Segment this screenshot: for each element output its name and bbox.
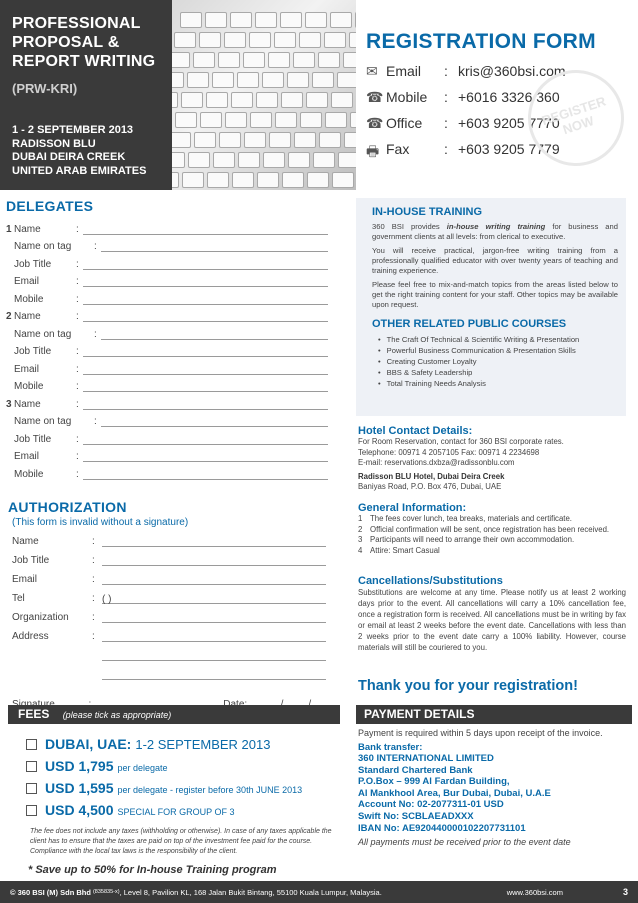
authorization-section xyxy=(8,499,336,710)
keyboard-key xyxy=(172,92,178,108)
inhouse-paragraph: You will receive practical, jargon-free writing training from a professionally qualified educator with over twenty years of teaching and training experience. xyxy=(372,246,618,275)
colon: : xyxy=(76,346,79,357)
keyboard-key xyxy=(218,52,240,68)
related-course-item: • The Craft Of Technical & Scientific Writing & Presentation xyxy=(378,334,618,345)
keyboard-key xyxy=(300,112,322,128)
delegate-field-row xyxy=(6,392,336,410)
related-course-item: • Powerful Business Communication & Presentation Skills xyxy=(378,345,618,356)
delegate-field-row xyxy=(6,305,336,323)
bank-detail-line: P.O.Box – 999 Al Fardan Building, xyxy=(358,776,510,788)
inhouse-title: IN-HOUSE TRAINING xyxy=(372,206,482,218)
delegate-field-label: Name xyxy=(14,311,41,322)
keyboard-key xyxy=(243,52,265,68)
form-title: REGISTRATION FORM xyxy=(366,30,596,53)
fee-checkbox[interactable] xyxy=(26,739,37,750)
keyboard-key xyxy=(274,32,296,48)
fee-description: per delegate xyxy=(117,763,168,773)
event-venue: RADISSON BLU xyxy=(12,137,96,150)
keyboard-key xyxy=(324,32,346,48)
cancellations-title: Cancellations/Substitutions xyxy=(358,575,503,587)
fee-option-location xyxy=(26,736,340,752)
keyboard-key xyxy=(180,12,202,28)
colon: : xyxy=(76,433,79,445)
keyboard-key xyxy=(280,12,302,28)
colon: : xyxy=(76,398,79,410)
authorization-field-label: Job Title xyxy=(12,555,50,566)
keyboard-key xyxy=(249,32,271,48)
keyboard-key xyxy=(275,112,297,128)
fee-option xyxy=(26,780,340,796)
bank-detail-line: Swift No: SCBLAEADXXX xyxy=(358,810,474,822)
fees-title: FEES xyxy=(18,707,50,721)
authorization-field-row xyxy=(12,604,336,623)
general-info-item xyxy=(358,525,626,536)
footer-registration: (835835-x) xyxy=(92,889,120,895)
inhouse-paragraph: Please feel free to mix-and-match topics from the areas listed below to get the right training content for your staff. Other topics may be available upon request. xyxy=(372,280,618,309)
fee-option-title: DUBAI, UAE: xyxy=(45,736,132,752)
bank-transfer-label: Bank transfer: xyxy=(358,742,423,753)
keyboard-key xyxy=(181,92,203,108)
page-number: 3 xyxy=(622,887,628,897)
contact-label: Office xyxy=(386,115,423,131)
address-line-2 xyxy=(12,642,336,661)
delegate-input-line[interactable] xyxy=(101,418,328,427)
authorization-field-label: Organization xyxy=(12,612,69,623)
delegate-field-label: Email xyxy=(14,451,40,462)
delegate-input-line[interactable] xyxy=(83,383,328,392)
colon: : xyxy=(76,223,79,235)
payment-section xyxy=(358,728,630,847)
delegate-input-line[interactable] xyxy=(83,471,328,480)
payment-intro: Payment is required within 5 days upon receipt of the invoice. xyxy=(358,728,603,738)
colon: : xyxy=(92,555,95,566)
delegate-field-row xyxy=(6,445,336,463)
hotel-section xyxy=(358,425,626,493)
keyboard-key xyxy=(205,12,227,28)
bank-detail-line: Al Mankhool Area, Bur Dubai, Dubai, U.A.E xyxy=(358,787,551,799)
delegate-field-row xyxy=(6,252,336,270)
delegate-input-line[interactable] xyxy=(83,453,328,462)
related-course-item: • Creating Customer Loyalty xyxy=(378,356,618,367)
keyboard-key xyxy=(332,172,354,188)
footer-company: © 360 BSI (M) Sdn Bhd xyxy=(10,887,91,897)
delegate-number: 3 xyxy=(6,398,12,410)
delegate-input-line[interactable] xyxy=(83,348,328,357)
keyboard-key xyxy=(307,172,329,188)
authorization-input-line[interactable] xyxy=(102,613,326,623)
delegate-field-row xyxy=(6,462,336,480)
keyboard-key xyxy=(172,52,190,68)
authorization-input-line[interactable] xyxy=(102,632,326,642)
authorization-note: (This form is invalid without a signature) xyxy=(12,517,189,528)
colon: : xyxy=(92,593,95,604)
colon: : xyxy=(444,89,448,105)
fee-option xyxy=(26,758,340,774)
delegates-title: DELEGATES xyxy=(6,198,94,214)
hotel-name: Radisson BLU Hotel, Dubai Deira Creek xyxy=(358,471,505,481)
related-course-item: • BBS & Safety Leadership xyxy=(378,367,618,378)
delegate-input-line[interactable] xyxy=(83,366,328,375)
keyboard-key xyxy=(172,172,179,188)
related-course-item: • Total Training Needs Analysis xyxy=(378,378,618,389)
delegate-input-line[interactable] xyxy=(83,401,328,410)
keyboard-key xyxy=(343,52,356,68)
fees-header xyxy=(8,705,340,724)
delegates-section xyxy=(6,198,336,480)
registration-header xyxy=(356,0,638,190)
authorization-field-row xyxy=(12,547,336,566)
inhouse-text: 360 BSI provides xyxy=(372,222,447,231)
keyboard-key xyxy=(175,112,197,128)
contact-label: Fax xyxy=(386,141,410,157)
bank-detail-line: Standard Chartered Bank xyxy=(358,764,473,776)
bank-detail-line: IBAN No: AE920440000102207731101 xyxy=(358,822,526,834)
delegate-input-line[interactable] xyxy=(83,296,328,305)
contact-value[interactable]: +6016 3326 360 xyxy=(458,89,560,105)
authorization-field-row xyxy=(12,585,336,604)
inhouse-text: for business and government clients at all levels: from clerical to executive. xyxy=(372,222,618,241)
contact-value[interactable]: kris@360bsi.com xyxy=(458,63,566,79)
event-country: UNITED ARAB EMIRATES xyxy=(12,164,147,177)
keyboard-key xyxy=(257,172,279,188)
keyboard-key xyxy=(255,12,277,28)
delegate-field-label: Job Title xyxy=(14,346,52,357)
keyboard-key xyxy=(319,132,341,148)
authorization-field-label: Email xyxy=(12,574,38,585)
colon: : xyxy=(76,293,79,305)
authorization-field-row xyxy=(12,623,336,642)
bank-detail-line: Account No: 02-2077311-01 USD xyxy=(358,799,504,811)
fee-amount: USD 1,595 xyxy=(45,780,114,796)
keyboard-key xyxy=(281,92,303,108)
inhouse-emphasis: in-house writing training xyxy=(446,222,546,231)
keyboard-key xyxy=(224,32,246,48)
item-number: 2 xyxy=(358,524,363,534)
page-footer xyxy=(0,881,638,903)
general-info-item xyxy=(358,535,626,546)
keyboard-key xyxy=(172,72,184,88)
keyboard-key xyxy=(325,112,347,128)
keyboard-key xyxy=(263,152,285,168)
delegate-field-label: Mobile xyxy=(14,468,44,480)
fee-checkbox[interactable] xyxy=(26,805,37,816)
keyboard-key xyxy=(344,132,356,148)
authorization-input-line[interactable] xyxy=(102,537,326,547)
delegate-input-line[interactable] xyxy=(101,243,328,252)
delegate-input-line[interactable] xyxy=(83,261,328,270)
item-number: 3 xyxy=(358,535,363,544)
keyboard-key xyxy=(262,72,284,88)
payment-header: PAYMENT DETAILS xyxy=(356,705,632,724)
keyboard-key xyxy=(256,92,278,108)
keyboard-key xyxy=(187,72,209,88)
colon: : xyxy=(76,258,79,270)
item-number: 1 xyxy=(358,514,363,523)
envelope-icon: ✉ xyxy=(366,63,378,79)
course-header xyxy=(0,0,172,190)
colon: : xyxy=(444,115,448,131)
authorization-field-label: Tel xyxy=(12,593,25,604)
keyboard-key xyxy=(199,32,221,48)
keyboard-key xyxy=(244,132,266,148)
colon: : xyxy=(76,363,79,375)
delegate-field-label: Name on tag xyxy=(14,416,72,427)
delegate-field-row xyxy=(6,375,336,393)
colon: : xyxy=(94,328,97,340)
keyboard-key xyxy=(182,172,204,188)
delegate-field-label: Name xyxy=(14,398,41,410)
course-title-line: PROPOSAL & xyxy=(12,34,120,51)
colon: : xyxy=(76,381,79,392)
course-title xyxy=(12,14,160,71)
fax-icon: 🖶 xyxy=(366,143,380,159)
keyboard-key xyxy=(174,32,196,48)
contact-label: Mobile xyxy=(386,89,428,105)
item-text: Attire: Smart Casual xyxy=(370,545,440,555)
item-text: Participants will need to arrange their own accommodation. xyxy=(370,535,575,544)
delegate-field-label: Email xyxy=(14,276,40,287)
keyboard-key xyxy=(269,132,291,148)
keyboard-key xyxy=(230,12,252,28)
keyboard-key xyxy=(282,172,304,188)
keyboard-key xyxy=(288,152,310,168)
keyboard-key xyxy=(212,72,234,88)
inhouse-paragraph xyxy=(372,222,618,242)
colon: : xyxy=(94,416,97,427)
authorization-input-line[interactable] xyxy=(102,594,326,604)
colon: : xyxy=(92,612,95,623)
keyboard-key xyxy=(330,12,352,28)
keyboard-key xyxy=(331,92,353,108)
delegate-field-label: Mobile xyxy=(14,381,44,392)
fee-amount: USD 4,500 xyxy=(45,802,114,818)
delegate-field-label: Name xyxy=(14,223,41,235)
keyboard-photo xyxy=(172,0,356,190)
authorization-field-label: Address xyxy=(12,631,49,642)
keyboard-key xyxy=(232,172,254,188)
contact-value[interactable]: +603 9205 7770 xyxy=(458,115,560,131)
fee-option-date: 1-2 SEPTEMBER 2013 xyxy=(135,737,271,752)
keyboard-key xyxy=(337,72,356,88)
hotel-title: Hotel Contact Details: xyxy=(358,425,473,437)
bank-details xyxy=(358,753,630,834)
colon: : xyxy=(76,276,79,287)
keyboard-key xyxy=(193,52,215,68)
delegate-field-row xyxy=(6,235,336,253)
authorization-field-row xyxy=(12,566,336,585)
colon: : xyxy=(444,141,448,157)
keyboard-key xyxy=(219,132,241,148)
fees-hint: (please tick as appropriate) xyxy=(62,710,172,720)
colon: : xyxy=(94,241,97,252)
keyboard-key xyxy=(293,52,315,68)
delegate-field-row xyxy=(6,340,336,358)
course-title-line: REPORT WRITING xyxy=(12,53,156,70)
colon: : xyxy=(76,451,79,462)
delegate-number: 1 xyxy=(6,223,12,235)
footer-website[interactable]: www.360bsi.com xyxy=(506,887,563,897)
address-line-3 xyxy=(12,661,336,680)
fee-option xyxy=(26,802,340,818)
keyboard-key xyxy=(238,152,260,168)
authorization-title: AUTHORIZATION xyxy=(8,499,127,515)
course-title-line: PROFESSIONAL xyxy=(12,15,141,32)
keyboard-key xyxy=(250,112,272,128)
hotel-line: E-mail: reservations.dxbza@radissonblu.com xyxy=(358,458,515,467)
keyboard-key xyxy=(172,132,191,148)
keyboard-key xyxy=(172,152,185,168)
item-text: The fees cover lunch, tea breaks, materials and certificate. xyxy=(370,514,572,523)
event-details xyxy=(12,124,160,178)
delegate-input-line[interactable] xyxy=(83,436,328,445)
thank-you-message: Thank you for your registration! xyxy=(358,678,578,694)
keyboard-key xyxy=(318,52,340,68)
colon: : xyxy=(76,311,79,322)
item-number: 4 xyxy=(358,545,363,555)
hotel-line: Telephone: 00971 4 2057105 Fax: 00971 4 2234698 xyxy=(358,447,540,457)
keyboard-key xyxy=(338,152,356,168)
keyboard-key xyxy=(231,92,253,108)
event-date: 1 - 2 SEPTEMBER 2013 xyxy=(12,124,134,136)
delegate-input-line[interactable] xyxy=(83,278,328,287)
authorization-field-label: Name xyxy=(12,536,39,547)
payment-deadline-note: All payments must be received prior to the event date xyxy=(358,837,571,848)
delegate-field-label: Name on tag xyxy=(14,241,72,252)
delegate-field-row xyxy=(6,410,336,428)
related-courses-list xyxy=(378,334,618,389)
hotel-line: For Room Reservation, contact for 360 BSI corporate rates. xyxy=(358,437,564,446)
tax-note: The fee does not include any taxes (withholding or otherwise). In case of any taxes applicable the client has to ensure that the taxes are paid on top of the investment fee paid for the course. Compliance with the local tax laws is the responsibility of the client. xyxy=(30,828,332,855)
fee-description: SPECIAL FOR GROUP OF 3 xyxy=(117,807,235,817)
delegate-field-row xyxy=(6,287,336,305)
authorization-field-row xyxy=(12,528,336,547)
delegate-field-row xyxy=(6,427,336,445)
keyboard-key xyxy=(349,32,356,48)
footer-address: , Level 8, Pavilion KL, 168 Jalan Bukit Bintang, 55100 Kuala Lumpur, Malaysia. xyxy=(119,887,382,897)
delegate-number: 2 xyxy=(6,311,12,322)
cancellations-text: Substitutions are welcome at any time. Please notify us at least 2 working days prior to the event. All cancellations will carry a 10% cancellation fee, once a registration form is received. All cancellations must be in writing by fax or email at least 2 weeks before the event date. Cancellations with less than 2 weeks prior to the event date carry a 100% liability. However, course materials will still be couriered to you. xyxy=(358,588,626,652)
fee-options xyxy=(26,730,340,818)
delegate-field-row xyxy=(6,357,336,375)
delegate-input-line[interactable] xyxy=(83,313,328,322)
keyboard-key xyxy=(200,112,222,128)
general-info-item xyxy=(358,514,626,525)
keyboard-key xyxy=(313,152,335,168)
delegate-field-label: Name on tag xyxy=(14,328,72,340)
related-courses-title: OTHER RELATED PUBLIC COURSES xyxy=(372,318,567,330)
colon: : xyxy=(92,574,95,585)
general-info-list xyxy=(358,514,626,556)
inhouse-training-box xyxy=(356,198,626,416)
keyboard-key xyxy=(194,132,216,148)
delegate-input-line[interactable] xyxy=(83,226,328,235)
delegate-field-label: Email xyxy=(14,363,40,375)
phone-icon: ☎ xyxy=(366,89,384,105)
keyboard-key xyxy=(287,72,309,88)
phone-icon: ☎ xyxy=(366,115,384,131)
event-venue-location: DUBAI DEIRA CREEK xyxy=(12,151,126,163)
item-text: Official confirmation will be sent, once registration has been received. xyxy=(370,524,610,534)
hotel-address: Baniyas Road, P.O. Box 476, Dubai, UAE xyxy=(358,482,502,491)
keyboard-key xyxy=(213,152,235,168)
colon: : xyxy=(444,63,448,79)
delegate-field-label: Job Title xyxy=(14,258,52,270)
general-info-section xyxy=(358,502,626,556)
address-field[interactable] xyxy=(102,670,326,680)
bank-detail-line: 360 INTERNATIONAL LIMITED xyxy=(358,753,494,764)
authorization-input-line[interactable] xyxy=(102,575,326,585)
colon: : xyxy=(76,468,79,480)
authorization-input-line[interactable] xyxy=(102,556,326,566)
fee-description: per delegate - register before 30th JUNE 2013 xyxy=(117,785,303,795)
general-info-title: General Information: xyxy=(358,502,467,514)
register-now-stamp: REGISTER NOW xyxy=(516,58,637,179)
keyboard-key xyxy=(188,152,210,168)
colon: : xyxy=(92,536,95,547)
delegate-field-label: Mobile xyxy=(14,293,44,305)
colon: : xyxy=(92,631,95,642)
inhouse-savings-note: * Save up to 50% for In-house Training program xyxy=(28,864,277,876)
contact-label: Email xyxy=(386,63,422,79)
course-code: (PRW-KRI) xyxy=(12,81,78,96)
general-info-item xyxy=(358,546,626,557)
fee-amount: USD 1,795 xyxy=(45,758,114,774)
delegate-field-row xyxy=(6,217,336,235)
keyboard-key xyxy=(206,92,228,108)
keyboard-key xyxy=(207,172,229,188)
keyboard-key xyxy=(299,32,321,48)
fee-checkbox[interactable] xyxy=(26,783,37,794)
delegate-field-row xyxy=(6,270,336,288)
fee-checkbox[interactable] xyxy=(26,761,37,772)
delegate-field-row xyxy=(6,322,336,340)
keyboard-key xyxy=(225,112,247,128)
keyboard-key xyxy=(237,72,259,88)
keyboard-key xyxy=(312,72,334,88)
keyboard-key xyxy=(294,132,316,148)
cancellations-section xyxy=(358,575,626,653)
tel-area-code: ( ) xyxy=(102,594,112,605)
keyboard-key xyxy=(268,52,290,68)
keyboard-key xyxy=(306,92,328,108)
address-field[interactable] xyxy=(102,651,326,661)
delegate-input-line[interactable] xyxy=(101,331,328,340)
keyboard-key xyxy=(305,12,327,28)
delegate-field-label: Job Title xyxy=(14,433,52,445)
contact-value[interactable]: +603 9205 7779 xyxy=(458,141,560,157)
